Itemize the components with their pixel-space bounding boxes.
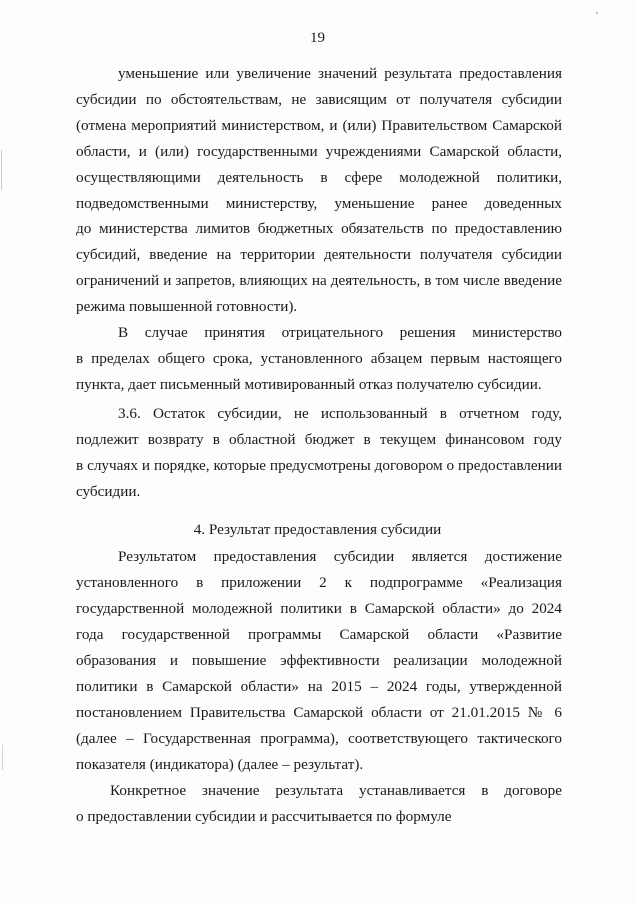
text-line: подлежит возврату в областной бюджет в текущем финансовом году <box>76 431 562 448</box>
section-heading: 4. Результат предоставления субсидии <box>193 521 442 538</box>
text-line: 3.6. Остаток субсидии, не использованный в отчетном году, <box>118 405 562 422</box>
scan-artifact <box>1 150 2 190</box>
text-line: о предоставлении субсидии и рассчитывается по формуле <box>76 808 452 825</box>
text-line: ограничений и запретов, влияющих на деятельность, в том числе введение <box>76 272 562 289</box>
scan-artifact <box>596 12 598 14</box>
text-line: в пределах общего срока, установленного абзацем первым настоящего <box>76 350 562 367</box>
text-line: (отмена мероприятий министерством, и (или) Правительством Самарской <box>76 117 562 134</box>
text-line: подведомственными министерству, уменьшение ранее доведенных <box>76 195 562 212</box>
text-line: (далее – Государственная программа), соответствующего тактического <box>76 730 562 747</box>
text-line: режима повышенной готовности). <box>76 298 298 315</box>
text-line: в случаях и порядке, которые предусмотрены договором о предоставлении <box>76 457 562 474</box>
page-number: 19 <box>310 30 325 46</box>
text-line: политики в Самарской области» на 2015 – 2024 годы, утвержденной <box>76 678 562 695</box>
scan-artifact <box>2 745 3 770</box>
text-line: установленного в приложении 2 к подпрограмме «Реализация <box>76 574 562 591</box>
text-line: года государственной программы Самарской области «Развитие <box>76 626 562 643</box>
text-line: показателя (индикатора) (далее – результат). <box>76 756 364 773</box>
text-line: образования и повышение эффективности реализации молодежной <box>76 652 562 669</box>
text-line: В случае принятия отрицательного решения министерство <box>118 324 562 341</box>
text-line: осуществляющими деятельность в сфере молодежной политики, <box>76 169 562 186</box>
text-line: государственной молодежной политики в Самарской области» до 2024 <box>76 600 562 617</box>
text-line: уменьшение или увеличение значений результата предоставления <box>118 65 562 82</box>
text-line: пункта, дает письменный мотивированный отказ получателю субсидии. <box>76 376 542 393</box>
text-line: субсидий, введение на территории деятельности получателя субсидии <box>76 246 562 263</box>
text-line: Результатом предоставления субсидии является достижение <box>118 548 562 565</box>
text-line: постановлением Правительства Самарской области от 21.01.2015 № 6 <box>76 704 562 721</box>
text-line: Конкретное значение результата устанавливается в договоре <box>110 782 562 799</box>
text-line: до министерства лимитов бюджетных обязательств по предоставлению <box>76 220 562 237</box>
text-line: области, и (или) государственными учреждениями Самарской области, <box>76 143 562 160</box>
text-line: субсидии по обстоятельствам, не зависящим от получателя субсидии <box>76 91 562 108</box>
text-line: субсидии. <box>76 483 141 500</box>
